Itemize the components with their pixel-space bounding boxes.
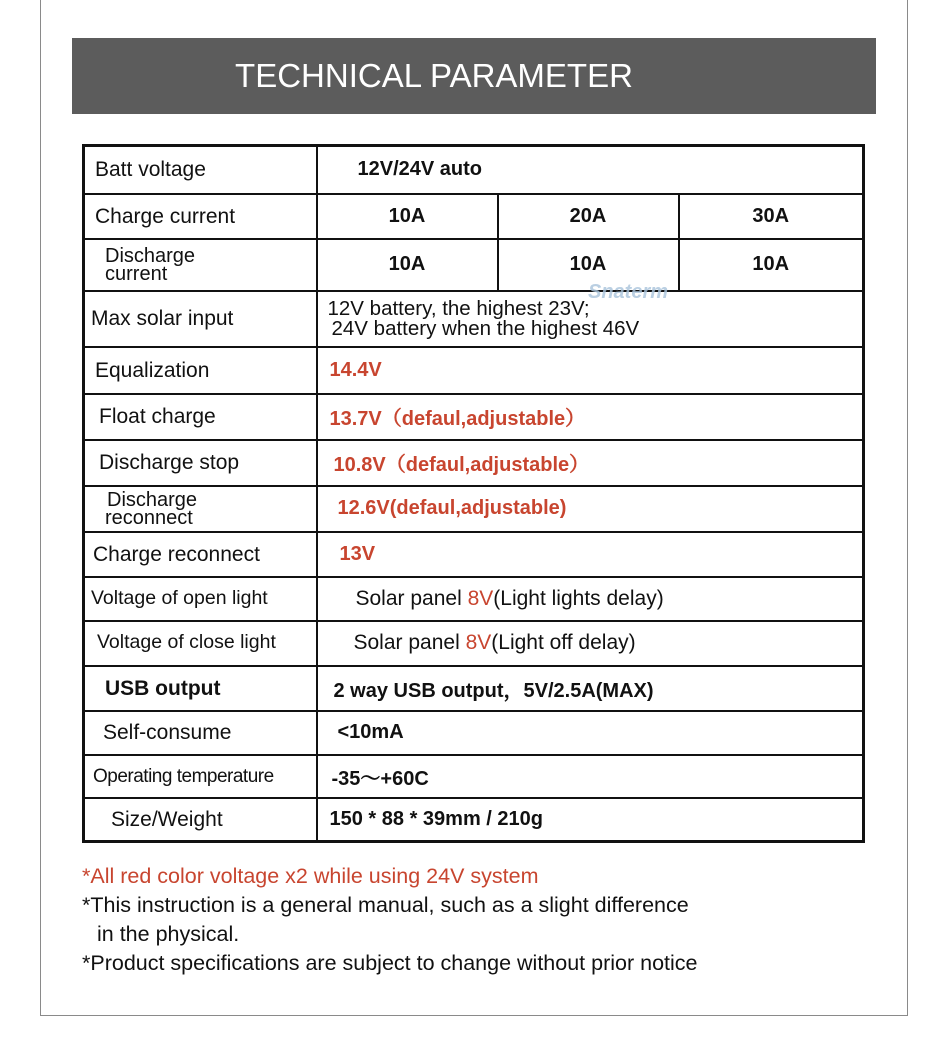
- table-row: [84, 194, 864, 239]
- value-max-solar-input: 12V battery, the highest 23V; 24V battery when the highest 46V: [317, 291, 864, 347]
- value-discharge-current-2: 10A: [498, 239, 679, 291]
- table-row: [84, 394, 864, 440]
- table-row: [84, 486, 864, 532]
- table-row: [84, 347, 864, 394]
- label-float-charge: Float charge: [84, 394, 317, 440]
- notes-section: [82, 862, 882, 978]
- label-open-light: Voltage of open light: [84, 577, 317, 621]
- label-discharge-reconnect: Discharge reconnect: [84, 486, 317, 532]
- value-self-consume: <10mA: [317, 711, 864, 755]
- note-red-voltage: *All red color voltage x2 while using 24V system: [82, 864, 539, 888]
- value-discharge-current-3: 10A: [679, 239, 864, 291]
- value-batt-voltage: 12V/24V auto: [317, 146, 864, 194]
- table-row: [84, 146, 864, 194]
- value-equalization: 14.4V: [317, 347, 864, 394]
- value-open-light: Solar panel 8V(Light lights delay): [317, 577, 864, 621]
- value-float-charge: 13.7V（defaul,adjustable）: [317, 394, 864, 440]
- watermark-logo: Snaterm: [588, 281, 669, 303]
- value-operating-temp: -35～+60C: [317, 755, 864, 798]
- value-discharge-stop: 10.8V（defaul,adjustable）: [317, 440, 864, 486]
- label-charge-current: Charge current: [84, 194, 317, 239]
- value-discharge-reconnect: 12.6V(defaul,adjustable): [317, 486, 864, 532]
- table-row: [84, 711, 864, 755]
- label-discharge-stop: Discharge stop: [84, 440, 317, 486]
- table-row: [84, 755, 864, 798]
- note-general-manual: *This instruction is a general manual, such as a slight difference: [82, 893, 689, 917]
- label-self-consume: Self-consume: [84, 711, 317, 755]
- spec-table: [82, 144, 865, 843]
- label-usb-output: USB output: [84, 666, 317, 711]
- value-close-light: Solar panel 8V(Light off delay): [317, 621, 864, 666]
- value-charge-current-1: 10A: [317, 194, 498, 239]
- label-equalization: Equalization: [84, 347, 317, 394]
- table-row: [84, 291, 864, 347]
- table-row: [84, 798, 864, 842]
- note-general-manual-cont: in the physical.: [97, 922, 240, 946]
- value-charge-current-3: 30A: [679, 194, 864, 239]
- table-row: [84, 577, 864, 621]
- table-row: [84, 440, 864, 486]
- label-discharge-current: Discharge current: [84, 239, 317, 291]
- page-title: TECHNICAL PARAMETER: [235, 57, 633, 94]
- label-charge-reconnect: Charge reconnect: [84, 532, 317, 577]
- note-specs-change: *Product specifications are subject to change without prior notice: [82, 951, 698, 975]
- value-charge-reconnect: 13V: [317, 532, 864, 577]
- table-row: [84, 532, 864, 577]
- label-size-weight: Size/Weight: [84, 798, 317, 842]
- table-row: [84, 666, 864, 711]
- table-row: [84, 621, 864, 666]
- label-operating-temp: Operating temperature: [84, 755, 317, 798]
- label-max-solar-input: Max solar input: [84, 291, 317, 347]
- value-usb-output: 2 way USB output，5V/2.5A(MAX): [317, 666, 864, 711]
- label-batt-voltage: Batt voltage: [84, 146, 317, 194]
- value-discharge-current-1: 10A: [317, 239, 498, 291]
- value-charge-current-2: 20A: [498, 194, 679, 239]
- table-row: [84, 239, 864, 291]
- label-close-light: Voltage of close light: [84, 621, 317, 666]
- title-banner: [72, 38, 876, 114]
- value-size-weight: 150 * 88 * 39mm / 210g: [317, 798, 864, 842]
